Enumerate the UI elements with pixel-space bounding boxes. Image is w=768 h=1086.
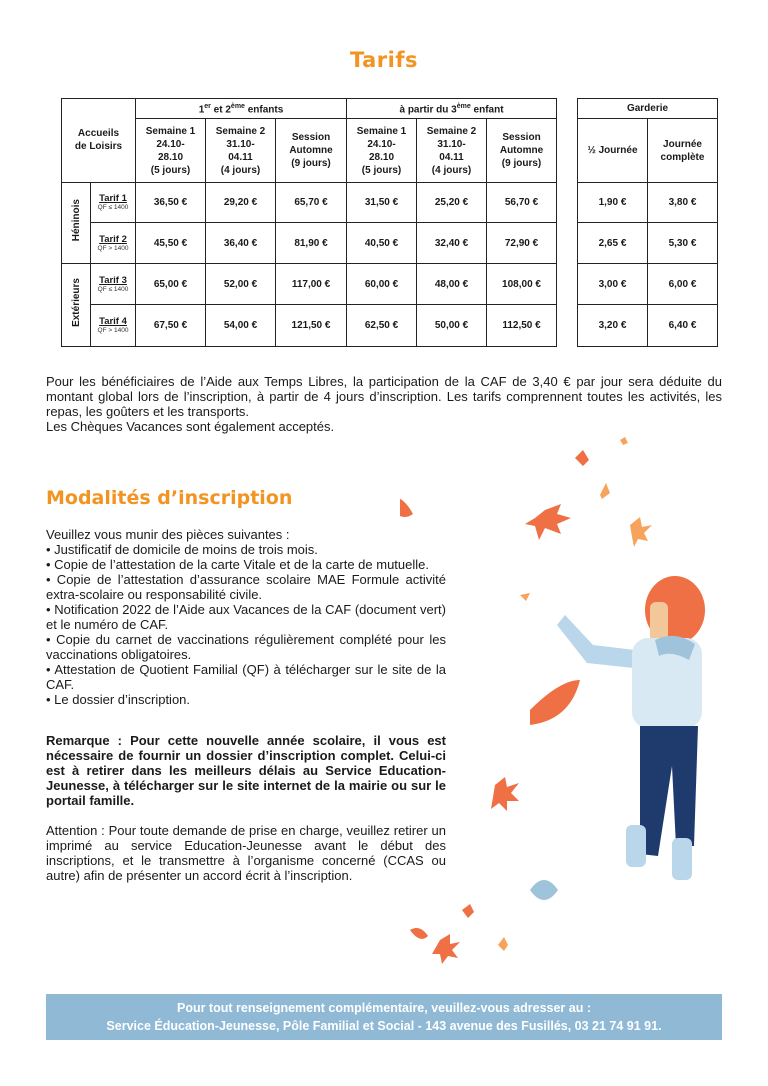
price-cell: 62,50 € [347,305,417,347]
price-cell: 65,70 € [276,183,347,223]
tarifs-table [61,98,557,347]
price-cell: 5,30 € [648,223,718,264]
col-header: Session Automne (9 jours) [487,119,557,183]
table-row [62,223,557,264]
price-cell: 56,70 € [487,183,557,223]
leaf-icon [630,517,652,547]
list-intro: Veuillez vous munir des pièces suivantes : [46,527,290,542]
price-cell: 29,20 € [206,183,276,223]
tarif-label: Tarif 3 QF ≤ 1400 [91,264,136,305]
list-item: • Copie du carnet de vaccinations régulièrement complété pour les vaccinations obligatoires. [46,632,446,662]
leaf-icon [530,680,580,725]
leaf-icon [530,880,558,900]
price-cell: 40,50 € [347,223,417,264]
table-row [578,264,718,305]
footer-line-1: Pour tout renseignement complémentaire, veuillez-vous adresser au : [176,1001,591,1015]
price-cell: 112,50 € [487,305,557,347]
price-cell: 48,00 € [417,264,487,305]
group-label-heninois: Héninois [62,183,91,264]
paragraph-line: Les Chèques Vacances sont également acceptés. [46,419,335,434]
leaf-icon [575,450,589,466]
leaf-icon [400,497,413,517]
leaf-icon [491,777,519,811]
price-cell: 52,00 € [206,264,276,305]
attention-paragraph: Attention : Pour toute demande de prise en charge, veuillez retirer un imprimé au service Education-Jeunesse avant le début des inscriptions, et le transmettre à l’organisme concerné (CCAS ou autre) afin de présenter un accord écrit à l’inscription. [46,823,446,883]
price-cell: 65,00 € [136,264,206,305]
table-row [62,264,557,305]
price-cell: 6,00 € [648,264,718,305]
col-header-full-day: Journée complète [648,119,718,183]
price-cell: 2,65 € [578,223,648,264]
price-cell: 121,50 € [276,305,347,347]
col-header: Semaine 1 24.10- 28.10 (5 jours) [347,119,417,183]
table-row [62,305,557,347]
price-cell: 3,20 € [578,305,648,347]
caf-paragraph [46,374,722,434]
col-header: Semaine 2 31.10- 04.11 (4 jours) [417,119,487,183]
leaf-icon [498,937,508,951]
price-cell: 3,00 € [578,264,648,305]
price-cell: 25,20 € [417,183,487,223]
col-header: Session Automne (9 jours) [276,119,347,183]
price-cell: 81,90 € [276,223,347,264]
girl-figure [557,576,705,880]
tarif-label: Tarif 2 QF > 1400 [91,223,136,264]
price-cell: 1,90 € [578,183,648,223]
price-cell: 36,50 € [136,183,206,223]
garderie-table [577,98,718,347]
leaf-icon [525,504,571,540]
section-title-modalites: Modalités d’inscription [46,487,293,509]
garderie-header: Garderie [578,99,718,119]
remarque-paragraph: Remarque : Pour cette nouvelle année scolaire, il vous est nécessaire de fournir un dossier d’inscription complet. Celui-ci est à retirer dans les meilleurs délais au Service Education-Jeunesse, à télécharger sur le site internet de la mairie ou sur le portail famille. [46,733,446,808]
autumn-girl-illustration [400,430,730,990]
table-row [62,183,557,223]
column-header-row [62,119,557,183]
col-header-half-day: ½ Journée [578,119,648,183]
col-header: Semaine 2 31.10- 04.11 (4 jours) [206,119,276,183]
price-cell: 117,00 € [276,264,347,305]
list-item: • Justificatif de domicile de moins de trois mois. [46,542,318,557]
price-cell: 45,50 € [136,223,206,264]
group1-header: 1er et 2ème enfants [136,99,347,119]
leaf-icon [620,437,628,445]
documents-list [46,527,446,707]
table-row [578,223,718,264]
list-item: • Copie de l’attestation de la carte Vitale et de la carte de mutuelle. [46,557,429,572]
contact-footer [46,994,722,1040]
tarif-label: Tarif 1 QF ≤ 1400 [91,183,136,223]
paragraph-line: Pour les bénéficiaires de l’Aide aux Temps Libres, la participation de la CAF de 3,40 € par jour sera déduite du montant global lors de l’inscription, à partir de 4 jours d’inscription. Les tarifs comprennent toutes les activités, les repas, les goûters et les transports. [46,374,722,419]
table-row [578,305,718,347]
group-label-exterieurs: Extérieurs [62,264,91,347]
table-corner-header: Accueils de Loisirs [62,99,136,183]
price-cell: 6,40 € [648,305,718,347]
leaf-icon [600,483,610,499]
list-item: • Attestation de Quotient Familial (QF) à télécharger sur le site de la CAF. [46,662,446,692]
list-item: • Notification 2022 de l’Aide aux Vacances de la CAF (document vert) et le numéro de CAF. [46,602,446,632]
leaf-icon [462,904,474,918]
price-cell: 36,40 € [206,223,276,264]
leaf-icon [520,593,530,601]
col-header: Semaine 1 24.10- 28.10 (5 jours) [136,119,206,183]
leaf-icon [432,934,460,964]
price-cell: 54,00 € [206,305,276,347]
price-cell: 108,00 € [487,264,557,305]
price-cell: 72,90 € [487,223,557,264]
leaf-icon [410,928,428,939]
price-cell: 3,80 € [648,183,718,223]
footer-line-2: Service Éducation-Jeunesse, Pôle Familial et Social - 143 avenue des Fusillés, 03 21 74 91 91. [106,1019,662,1033]
price-cell: 67,50 € [136,305,206,347]
list-item: • Le dossier d’inscription. [46,692,191,707]
list-item: • Copie de l’attestation d’assurance scolaire MAE Formule activité extra-scolaire ou responsabilité civile. [46,572,446,602]
price-cell: 32,40 € [417,223,487,264]
price-cell: 31,50 € [347,183,417,223]
table-row [578,183,718,223]
price-cell: 60,00 € [347,264,417,305]
tarif-label: Tarif 4 QF > 1400 [91,305,136,347]
group2-header: à partir du 3ème enfant [347,99,557,119]
price-cell: 50,00 € [417,305,487,347]
page-title-tarifs: Tarifs [350,48,418,72]
